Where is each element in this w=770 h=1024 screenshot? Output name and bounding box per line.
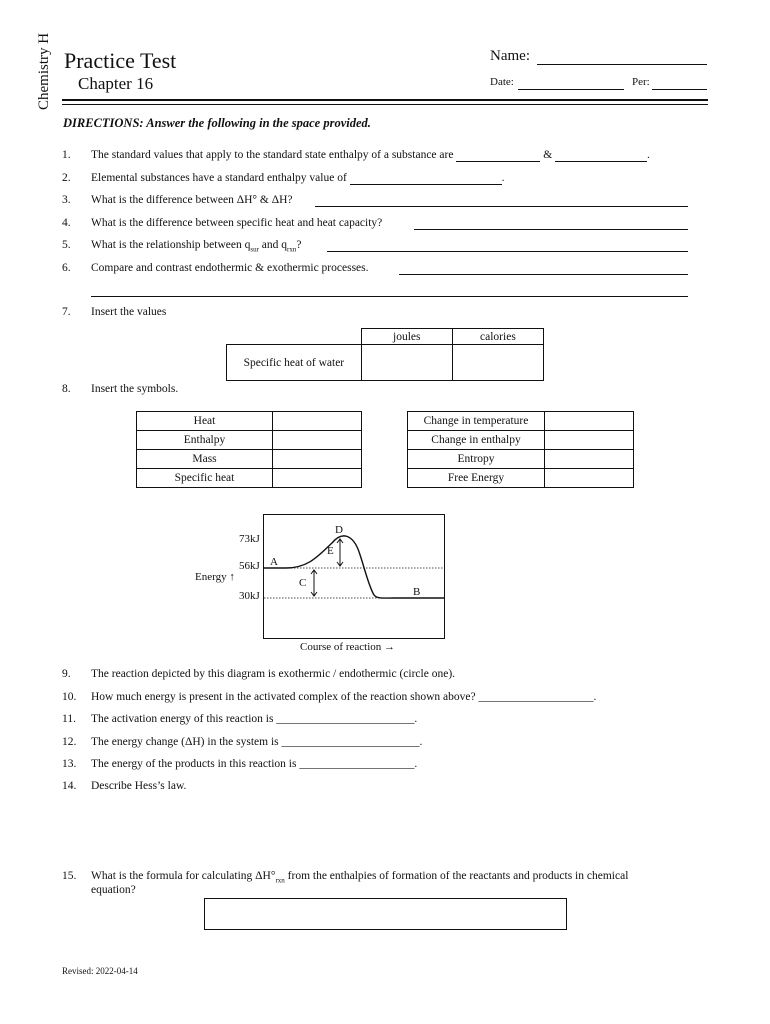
question-7: Insert the values [91,306,167,318]
directions: DIRECTIONS: Answer the following in the space provided. [63,116,371,130]
question-15 [91,870,628,884]
point-d: D [335,524,343,536]
answer-line-3[interactable] [315,206,688,207]
subscript: rxn [275,876,285,885]
question-number: 7. [62,306,71,318]
question-number: 2. [62,172,71,184]
symbol-label: Enthalpy [137,431,273,450]
name-label: Name: [490,48,530,64]
subscript: rxn [287,245,297,254]
answer-blank-2[interactable] [350,172,502,185]
energy-curve [264,515,444,638]
date-field[interactable] [518,89,624,90]
question-number: 13. [62,758,77,770]
question-number: 5. [62,239,71,251]
question-number: 15. [62,870,77,882]
answer-line-5[interactable] [327,251,688,252]
question-11: The activation energy of this reaction is ________________________. [91,713,418,725]
point-e: E [327,545,334,557]
energy-axis-label: Energy ↑ [195,571,235,583]
question-2 [91,172,505,185]
symbol-cell[interactable] [545,412,634,431]
symbols-table-right [407,411,634,488]
question-10: How much energy is present in the activated complex of the reaction shown above? ____________________. [91,691,597,703]
symbol-cell[interactable] [273,412,362,431]
answer-line-6[interactable] [399,274,688,275]
question-number: 1. [62,149,71,161]
joules-cell[interactable] [361,345,452,381]
question-text: ? [296,239,302,251]
question-number: 11. [62,713,76,725]
side-label: Chemistry H [36,32,52,110]
question-text: What is the formula for calculating ΔH° [91,870,276,882]
question-text: from the enthalpies of formation of the reactants and products in chemical [284,870,629,882]
symbol-label: Change in enthalpy [408,431,545,450]
question-1 [91,149,650,162]
chapter-label: Chapter 16 [78,74,154,93]
symbol-label: Heat [137,412,273,431]
answer-blank-1b[interactable] [555,149,647,162]
subscript: sur [250,245,259,254]
question-number: 3. [62,194,71,206]
values-table [226,328,544,381]
symbol-cell[interactable] [545,431,634,450]
column-header: calories [452,329,543,345]
answer-blank-1a[interactable] [456,149,540,162]
page-title: Practice Test [64,48,177,73]
question-3: What is the difference between ΔH° & ΔH? [91,194,293,206]
revision-date: Revised: 2022-04-14 [62,966,138,976]
question-8: Insert the symbols. [91,383,179,395]
calories-cell[interactable] [452,345,543,381]
blank-cell [227,329,362,345]
question-number: 12. [62,736,77,748]
point-a: A [270,556,278,568]
question-5 [91,239,301,253]
symbols-table-left [136,411,362,488]
period: . [501,172,505,184]
symbol-cell[interactable] [273,431,362,450]
question-text: What is the relationship between q [91,239,251,251]
answer-box-15[interactable] [204,898,567,930]
answer-line-6b[interactable] [91,296,688,297]
symbol-label: Entropy [408,450,545,469]
symbol-cell[interactable] [545,469,634,488]
header-rule [62,99,708,101]
question-text: The standard values that apply to the standard state enthalpy of a substance are [91,149,454,161]
question-9: The reaction depicted by this diagram is exothermic / endothermic (circle one). [91,668,456,680]
symbol-cell[interactable] [273,450,362,469]
question-number: 9. [62,668,71,680]
question-text: and q [258,239,288,251]
question-number: 8. [62,383,71,395]
date-label: Date: [490,76,514,88]
question-12: The energy change (ΔH) in the system is ________________________. [91,736,423,748]
level-73: 73kJ [239,533,260,545]
question-text: Elemental substances have a standard enthalpy value of [91,172,347,184]
level-56: 56kJ [239,560,260,572]
period-label: Per: [632,76,650,88]
question-number: 6. [62,262,71,274]
period-field[interactable] [652,89,707,90]
column-header: joules [361,329,452,345]
symbol-label: Free Energy [408,469,545,488]
symbol-label: Specific heat [137,469,273,488]
symbol-cell[interactable] [545,450,634,469]
period: . [647,149,650,161]
point-c: C [299,577,307,589]
energy-diagram [263,514,445,639]
question-15-line2: equation? [91,884,136,896]
reaction-axis-label: Course of reaction → [300,641,395,653]
question-14: Describe Hess’s law. [91,780,187,792]
question-number: 10. [62,691,77,703]
level-30: 30kJ [239,590,260,602]
row-label: Specific heat of water [227,345,362,381]
name-field[interactable] [537,64,707,65]
question-number: 4. [62,217,71,229]
ampersand: & [543,149,553,161]
symbol-label: Change in temperature [408,412,545,431]
header-rule-thin [62,104,708,105]
question-6: Compare and contrast endothermic & exothermic processes. [91,262,369,274]
question-13: The energy of the products in this reaction is ____________________. [91,758,418,770]
question-4: What is the difference between specific heat and heat capacity? [91,217,383,229]
question-number: 14. [62,780,77,792]
point-b: B [413,586,421,598]
answer-line-4[interactable] [414,229,688,230]
symbol-cell[interactable] [273,469,362,488]
symbol-label: Mass [137,450,273,469]
